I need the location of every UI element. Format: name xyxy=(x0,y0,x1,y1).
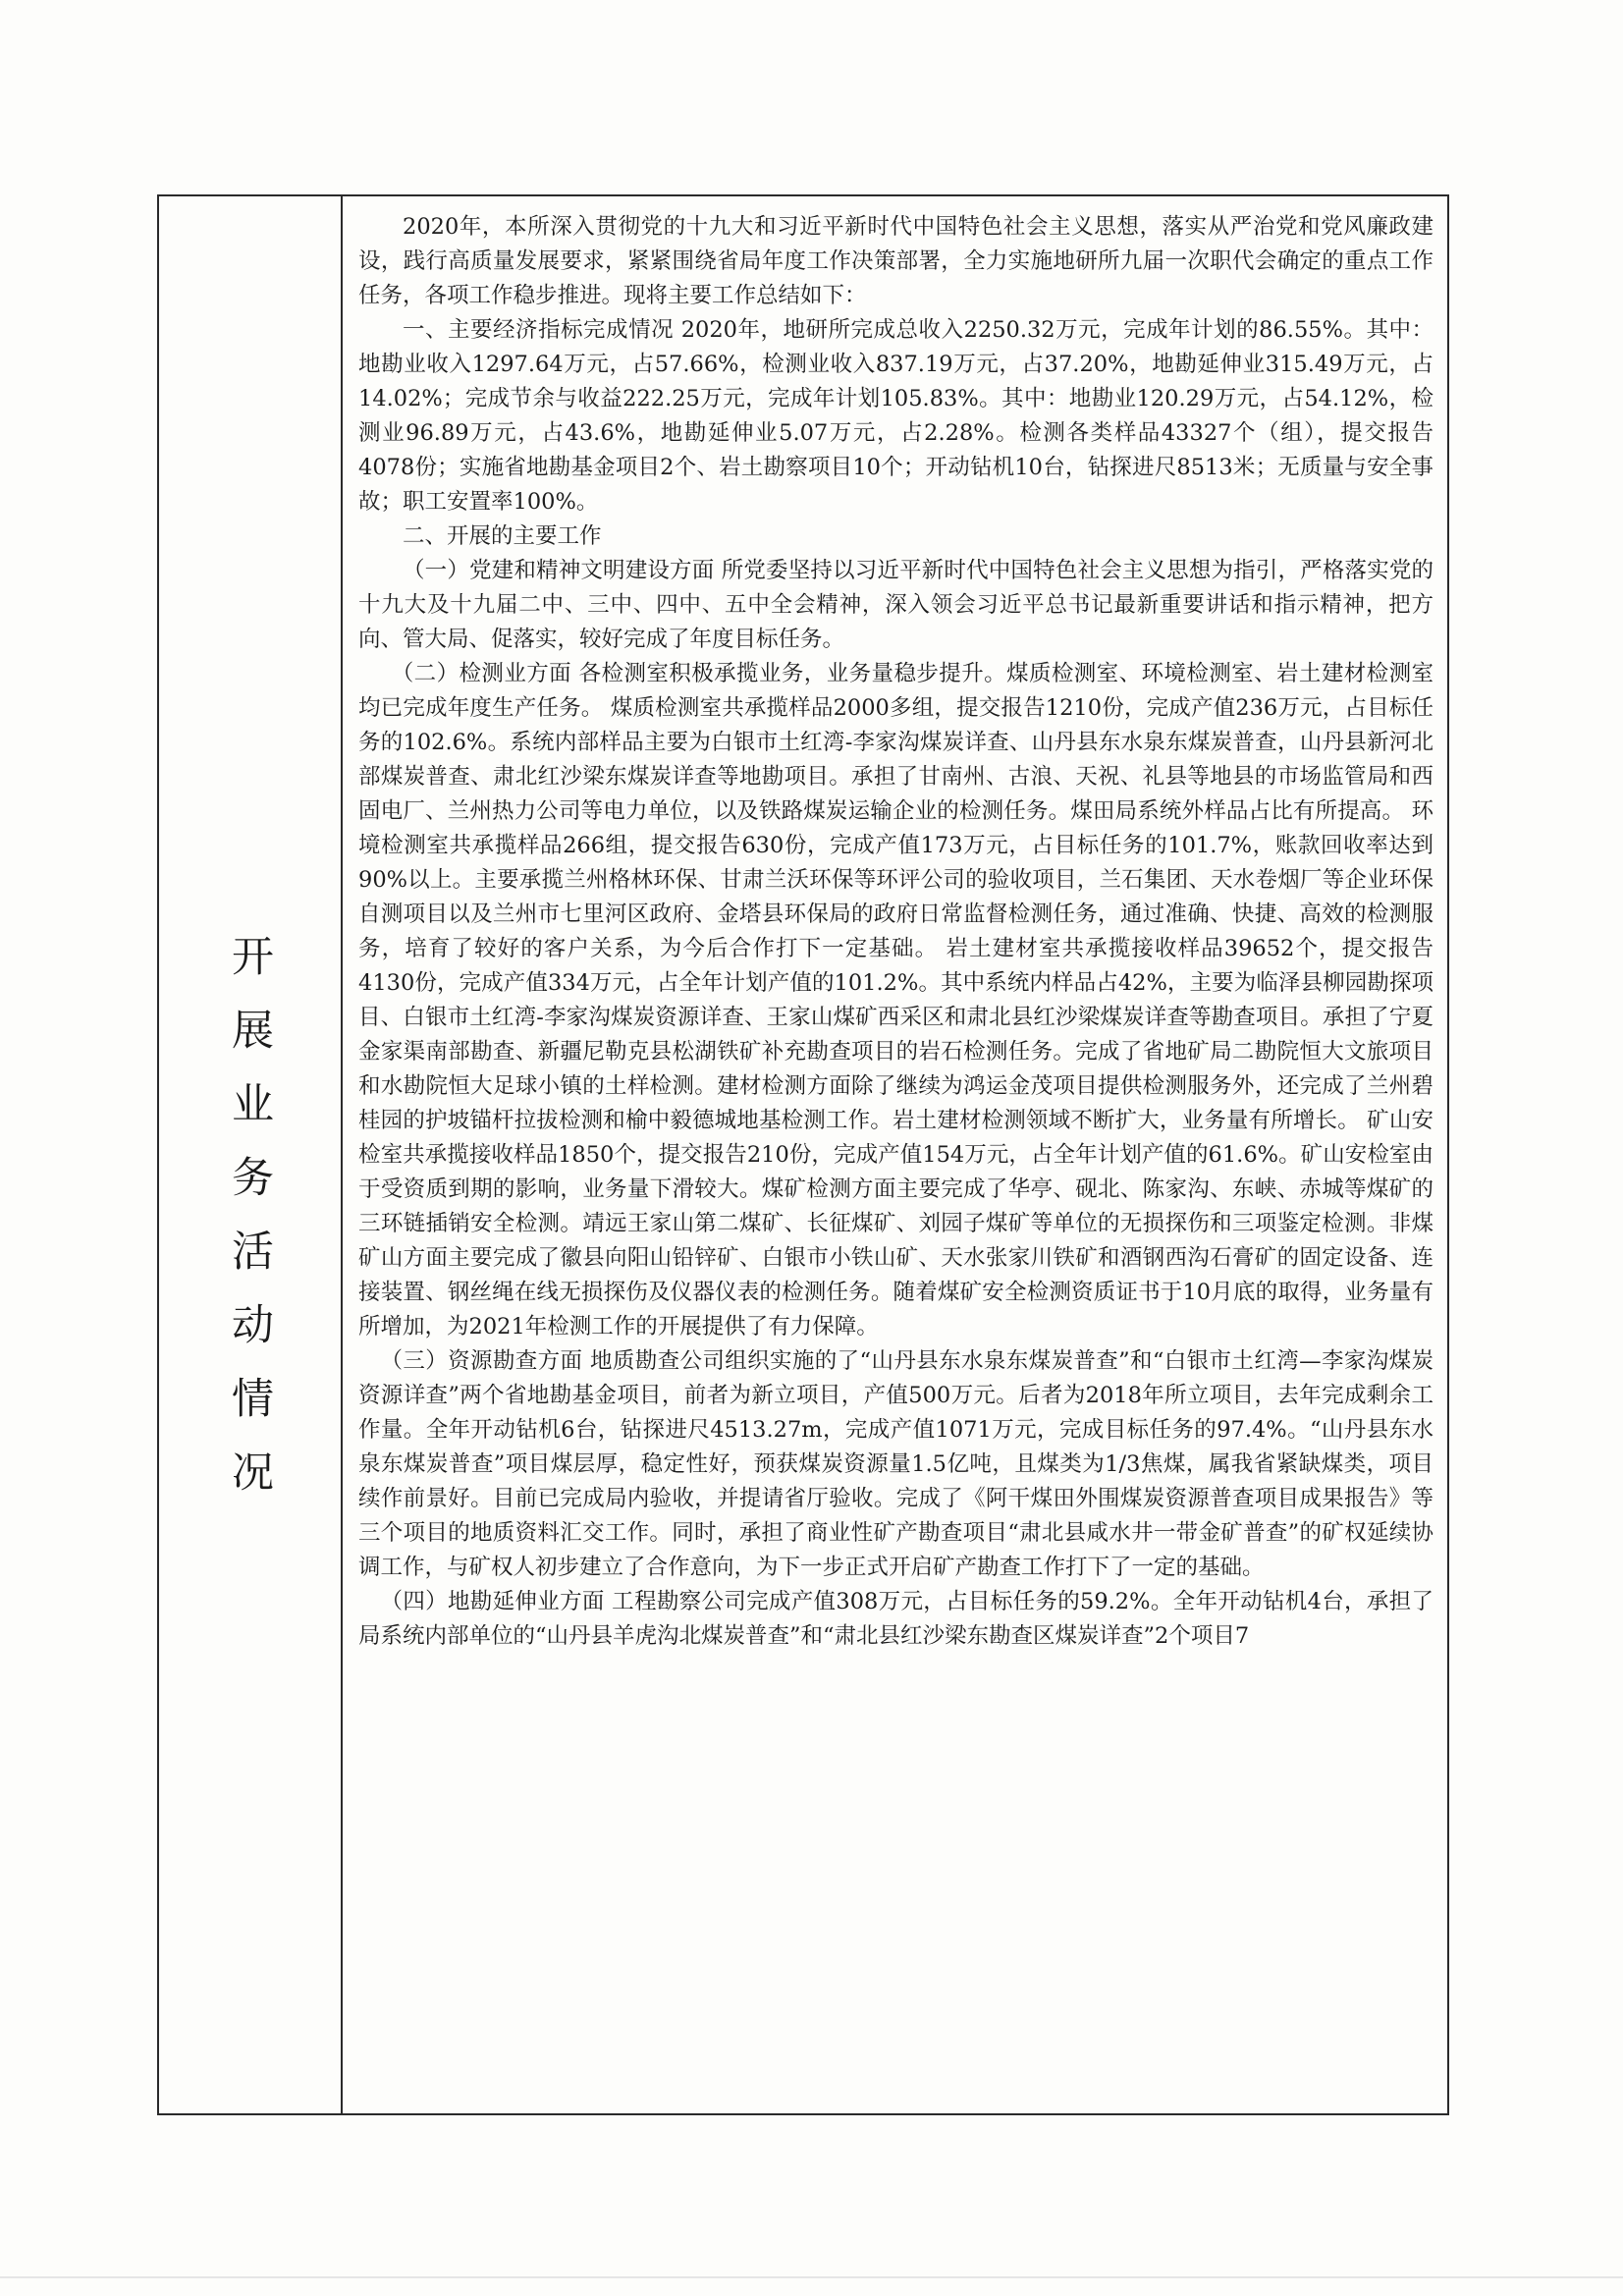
extension-business-paragraph: （四）地勘延伸业方面 工程勘察公司完成产值308万元，占目标任务的59.2%。全年开动钻机4台，承担了局系统内部单位的“山丹县羊虎沟北煤炭普查”和“肃北县红沙梁东勘查区煤炭详查”2个项目7 xyxy=(358,1589,1434,1649)
section-label: 开展业务活动情况 xyxy=(225,934,274,1523)
intro-paragraph: 2020年，本所深入贯彻党的十九大和习近平新时代中国特色社会主义思想，落实从严治党和党风廉政建设，践行高质量发展要求，紧紧围绕省局年度工作决策部署，全力实施地研所九届一次职代会确定的重点工作任务，各项工作稳步推进。现将主要工作总结如下： xyxy=(358,214,1434,308)
content-cell xyxy=(343,196,1447,2113)
testing-business-paragraph: （二）检测业方面 各检测室积极承揽业务，业务量稳步提升。煤质检测室、环境检测室、岩土建材检测室均已完成年度生产任务。 煤质检测室共承揽样品2000多组，提交报告1210份，完成产值236万元，占目标任务的102.6%。系统内部样品主要为白银市土红湾-李家沟煤炭详查、山丹县东水泉东煤炭普查，山丹县新河北部煤炭普查、肃北红沙梁东煤炭详查等地勘项目。承担了甘南州、古浪、天祝、礼县等地县的市场监管局和西固电厂、兰州热力公司等电力单位，以及铁路煤炭运输企业的检测任务。煤田局系统外样品占比有所提高。 环境检测室共承揽样品266组，提交报告630份，完成产值173万元，占目标任务的101.7%，账款回收率达到90%以上。主要承揽兰州格林环保、甘肃兰沃环保等环评公司的验收项目，兰石集团、天水卷烟厂等企业环保自测项目以及兰州市七里河区政府、金塔县环保局的政府日常监督检测任务，通过准确、快捷、高效的检测服务，培育了较好的客户关系，为今后合作打下一定基础。 岩土建材室共承揽接收样品39652个，提交报告4130份，完成产值334万元，占全年计划产值的101.2%。其中系统内样品占42%，主要为临泽县柳园勘探项目、白银市土红湾-李家沟煤炭资源详查、王家山煤矿西采区和肃北县红沙梁煤炭详查等勘查项目。承担了宁夏金家渠南部勘查、新疆尼勒克县松湖铁矿补充勘查项目的岩石检测任务。完成了省地矿局二勘院恒大文旅项目和水勘院恒大足球小镇的土样检测。建材检测方面除了继续为鸿运金茂项目提供检测服务外，还完成了兰州碧桂园的护坡锚杆拉拔检测和榆中毅德城地基检测工作。岩土建材检测领域不断扩大，业务量有所增长。 矿山安检室共承揽接收样品1850个，提交报告210份，完成产值154万元，占全年计划产值的61.6%。矿山安检室由于受资质到期的影响，业务量下滑较大。煤矿检测方面主要完成了华亭、砚北、陈家沟、东峡、赤城等煤矿的三环链插销安全检测。靖远王家山第二煤矿、长征煤矿、刘园子煤矿等单位的无损探伤和三项鉴定检测。非煤矿山方面主要完成了徽县向阳山铅锌矿、白银市小铁山矿、天水张家川铁矿和酒钢西沟石膏矿的固定设备、连接装置、钢丝绳在线无损探伤及仪器仪表的检测任务。随着煤矿安全检测资质证书于10月底的取得，业务量有所增加，为2021年检测工作的开展提供了有力保障。 xyxy=(358,661,1434,1339)
section-label-cell xyxy=(159,196,343,2113)
report-table xyxy=(157,194,1449,2115)
economic-indicators-paragraph: 一、主要经济指标完成情况 2020年，地研所完成总收入2250.32万元，完成年计划的86.55%。其中：地勘业收入1297.64万元，占57.66%，检测业收入837.19万元，占37.20%，地勘延伸业315.49万元，占14.02%；完成节余与收益222.25万元，完成年计划105.83%。其中：地勘业120.29万元，占54.12%，检测业96.89万元，占43.6%，地勘延伸业5.07万元，占2.28%。检测各类样品43327个（组），提交报告4078份；实施省地勘基金项目2个、岩土勘察项目10个；开动钻机10台，钻探进尺8513米；无质量与安全事故；职工安置率100%。 xyxy=(358,317,1434,515)
resource-exploration-paragraph: （三）资源勘查方面 地质勘查公司组织实施的了“山丹县东水泉东煤炭普查”和“白银市土红湾—李家沟煤炭资源详查”两个省地勘基金项目，前者为新立项目，产值500万元。后者为2018年所立项目，去年完成剩余工作量。全年开动钻机6台，钻探进尺4513.27m，完成产值1071万元，完成目标任务的97.4%。“山丹县东水泉东煤炭普查”项目煤层厚，稳定性好，预获煤炭资源量1.5亿吨，且煤类为1/3焦煤，属我省紧缺煤类，项目续作前景好。目前已完成局内验收，并提请省厅验收。完成了《阿干煤田外围煤炭资源普查项目成果报告》等三个项目的地质资料汇交工作。同时，承担了商业性矿产勘查项目“肃北县咸水井一带金矿普查”的矿权延续协调工作，与矿权人初步建立了合作意向，为下一步正式开启矿产勘查工作打下了一定的基础。 xyxy=(358,1348,1434,1580)
party-building-paragraph: （一）党建和精神文明建设方面 所党委坚持以习近平新时代中国特色社会主义思想为指引，严格落实党的十九大及十九届二中、三中、四中、五中全会精神，深入领会习近平总书记最新重要讲话和指示精神，把方向、管大局、促落实，较好完成了年度目标任务。 xyxy=(358,558,1434,652)
scan-edge-line xyxy=(0,2276,1623,2278)
main-work-heading: 二、开展的主要工作 xyxy=(403,523,602,549)
